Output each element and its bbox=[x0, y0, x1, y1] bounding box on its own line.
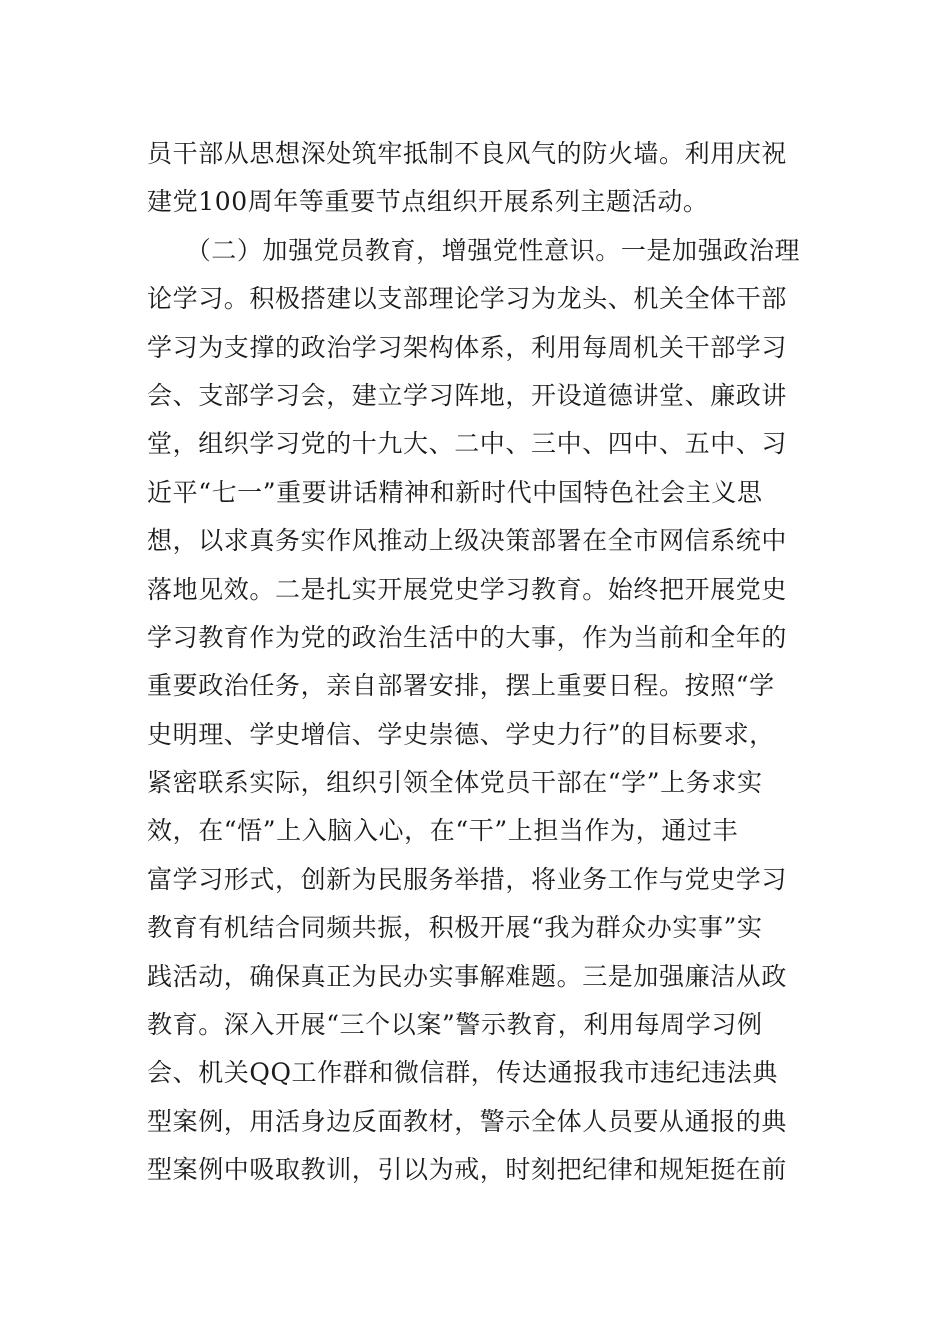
text-line-12: 重要政治任务，亲自部署安排，摆上重要日程。按照“学 bbox=[147, 671, 775, 701]
text-line-19: 教育。深入开展“三个以案”警示教育，利用每周学习例 bbox=[147, 1010, 763, 1040]
body-text bbox=[147, 130, 827, 1195]
text-line-18: 践活动，确保真正为民办实事解难题。三是加强廉洁从政 bbox=[147, 961, 788, 991]
text-line-8: 近平“七一”重要讲话精神和新时代中国特色社会主义思 bbox=[147, 477, 763, 507]
text-line-1: 员干部从思想深处筑牢抵制不良风气的防火墙。利用庆祝 bbox=[147, 139, 788, 168]
text-line-15: 效，在“悟”上入脑入心，在“干”上担当作为，通过丰 bbox=[147, 816, 739, 846]
text-line-16: 富学习形式，创新为民服务举措，将业务工作与党史学习 bbox=[147, 864, 788, 894]
text-line-20: 会、机关QQ工作群和微信群，传达通报我市违纪违法典 bbox=[147, 1058, 778, 1088]
text-line-7: 堂，组织学习党的十九大、二中、三中、四中、五中、习 bbox=[147, 429, 788, 459]
text-line-6: 会、支部学习会，建立学习阵地，开设道德讲堂、廉政讲 bbox=[147, 380, 788, 410]
text-line-9: 想，以求真务实作风推动上级决策部署在全市网信系统中 bbox=[147, 526, 788, 556]
text-line-17: 教育有机结合同频共振，积极开展“我为群众办实事”实 bbox=[147, 913, 763, 943]
text-line-14: 紧密联系实际，组织引领全体党员干部在“学”上务求实 bbox=[147, 768, 763, 798]
text-line-22: 型案例中吸取教训，引以为戒，时刻把纪律和规矩挺在前 bbox=[147, 1155, 788, 1185]
text-line-10: 落地见效。二是扎实开展党史学习教育。始终把开展党史 bbox=[147, 574, 788, 604]
text-line-13: 史明理、学史增信、学史崇德、学史力行”的目标要求， bbox=[147, 719, 775, 749]
text-line-5: 学习为支撑的政治学习架构体系，利用每周机关干部学习 bbox=[147, 332, 788, 362]
text-line-3: （二）加强党员教育，增强党性意识。一是加强政治理 bbox=[147, 235, 801, 265]
text-line-4: 论学习。积极搭建以支部理论学习为龙头、机关全体干部 bbox=[147, 284, 788, 314]
text-line-11: 学习教育作为党的政治生活中的大事，作为当前和全年的 bbox=[147, 622, 788, 652]
text-line-2: 建党100周年等重要节点组织开展系列主题活动。 bbox=[147, 187, 709, 217]
text-line-21: 型案例，用活身边反面教材，警示全体人员要从通报的典 bbox=[147, 1106, 788, 1136]
